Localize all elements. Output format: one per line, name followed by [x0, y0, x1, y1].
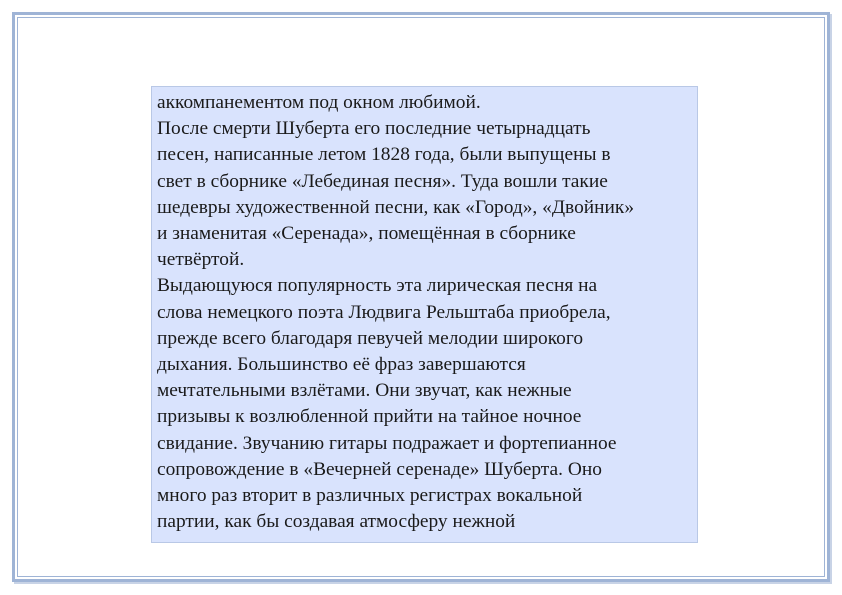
text-line: дыхания. Большинство её фраз завершаются: [157, 354, 526, 376]
text-line: аккомпанементом под окном любимой.: [157, 92, 481, 113]
text-box: [151, 86, 698, 543]
text-line: четвёртой.: [157, 249, 245, 271]
text-line: слова немецкого поэта Людвига Рельштаба приобрела,: [157, 301, 611, 323]
text-line: и знаменитая «Серенада», помещённая в сборнике: [157, 223, 576, 245]
text-line: мечтательными взлётами. Они звучат, как нежные: [157, 380, 572, 402]
text-line: партии, как бы создавая атмосферу нежной: [157, 511, 516, 533]
text-line: свет в сборнике «Лебединая песня». Туда вошли такие: [157, 170, 608, 192]
text-line: Выдающуюся популярность эта лирическая песня на: [157, 275, 598, 297]
text-line: После смерти Шуберта его последние четырнадцать: [157, 118, 591, 140]
text-line: призывы к возлюбленной прийти на тайное ночное: [157, 406, 582, 428]
text-line: сопровождение в «Вечерней серенаде» Шуберта. Оно: [157, 458, 602, 480]
text-line: песен, написанные летом 1828 года, были выпущены в: [157, 144, 611, 166]
text-line: прежде всего благодаря певучей мелодии широкого: [157, 327, 584, 349]
text-line: свидание. Звучанию гитары подражает и фортепианное: [157, 432, 617, 454]
text-line: шедевры художественной песни, как «Город», «Двойник»: [157, 196, 635, 218]
text-line: много раз вторит в различных регистрах вокальной: [157, 485, 583, 507]
